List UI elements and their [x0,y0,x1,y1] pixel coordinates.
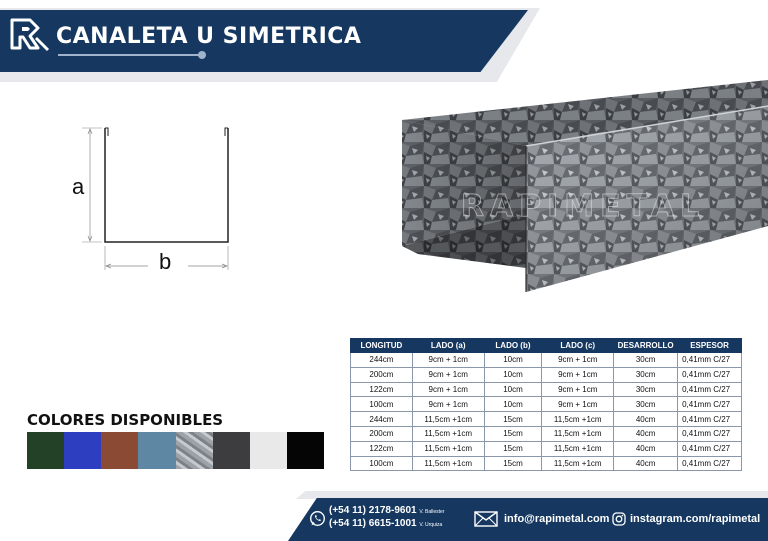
col-header-espesor: ESPESOR [678,339,742,353]
phone-1-number[interactable]: (+54 11) 2178-9601 [329,505,417,516]
table-cell: 0,41mm C/27 [678,426,742,441]
phone-1-note: V. Ballester [419,509,445,515]
col-header-lado-a: LADO (a) [412,339,484,353]
profile-diagram [60,118,250,278]
phone-2-number[interactable]: (+54 11) 6615-1001 [329,518,417,529]
table-cell: 200cm [351,367,413,382]
footer-email-link[interactable]: info@rapimetal.com [504,513,610,525]
page-title: CANALETA U SIMETRICA [56,24,362,49]
table-cell: 200cm [351,426,413,441]
table-row [351,456,742,471]
table-cell: 9cm + 1cm [412,353,484,368]
table-header-row [351,339,742,353]
table-row [351,367,742,382]
spec-table [350,338,742,471]
table-cell: 11,5cm +1cm [542,441,614,456]
table-cell: 30cm [614,367,678,382]
table-cell: 15cm [484,412,542,427]
table-cell: 100cm [351,397,413,412]
table-cell: 40cm [614,412,678,427]
colors-title: COLORES DISPONIBLES [27,411,224,429]
table-cell: 0,41mm C/27 [678,397,742,412]
phone-2-note: V. Urquiza [419,522,443,528]
table-cell: 0,41mm C/27 [678,456,742,471]
color-swatch-brown [101,432,138,469]
col-header-longitud: LONGITUD [351,339,413,353]
table-cell: 122cm [351,441,413,456]
table-row [351,382,742,397]
table-cell: 0,41mm C/27 [678,441,742,456]
whatsapp-icon [309,510,326,527]
table-row [351,397,742,412]
table-cell: 0,41mm C/27 [678,353,742,368]
col-header-lado-c: LADO (c) [542,339,614,353]
col-header-lado-b: LADO (b) [484,339,542,353]
title-underline [58,54,200,56]
table-cell: 10cm [484,382,542,397]
table-cell: 15cm [484,426,542,441]
table-cell: 9cm + 1cm [542,367,614,382]
table-cell: 11,5cm +1cm [412,412,484,427]
table-cell: 15cm [484,456,542,471]
table-cell: 0,41mm C/27 [678,382,742,397]
table-cell: 11,5cm +1cm [412,456,484,471]
mail-icon [474,511,498,527]
table-cell: 10cm [484,367,542,382]
photo-watermark: RAPIMETAL [460,189,706,224]
table-cell: 0,41mm C/27 [678,412,742,427]
color-swatch-black [287,432,324,469]
table-cell: 11,5cm +1cm [412,426,484,441]
table-cell: 40cm [614,426,678,441]
table-cell: 9cm + 1cm [542,397,614,412]
color-swatch-white [250,432,287,469]
table-row [351,353,742,368]
footer-phone-2[interactable] [329,518,442,529]
table-cell: 15cm [484,441,542,456]
table-cell: 9cm + 1cm [412,367,484,382]
dimension-a-label: a [72,174,85,199]
color-swatch-green [27,432,64,469]
product-photo [398,76,768,294]
table-cell: 9cm + 1cm [542,382,614,397]
table-cell: 11,5cm +1cm [542,456,614,471]
table-cell: 244cm [351,353,413,368]
footer-shadow [296,491,768,499]
table-cell: 11,5cm +1cm [542,412,614,427]
table-cell: 9cm + 1cm [542,353,614,368]
table-cell: 11,5cm +1cm [542,426,614,441]
table-cell: 30cm [614,397,678,412]
color-swatch-blue [64,432,101,469]
color-swatch-dark-gray [213,432,250,469]
color-swatch-galvanized [176,432,213,469]
table-cell: 30cm [614,353,678,368]
table-row [351,426,742,441]
table-cell: 40cm [614,441,678,456]
footer-phone-1[interactable] [329,505,444,516]
table-cell: 11,5cm +1cm [412,441,484,456]
table-cell: 30cm [614,382,678,397]
table-row [351,441,742,456]
col-header-desarrollo: DESARROLLO [614,339,678,353]
table-cell: 9cm + 1cm [412,382,484,397]
footer-instagram-link[interactable]: instagram.com/rapimetal [630,513,761,525]
rapimetal-logo-icon [8,14,52,58]
table-cell: 10cm [484,397,542,412]
title-underline-dot [198,51,206,59]
table-cell: 10cm [484,353,542,368]
color-swatches [27,432,324,469]
table-cell: 40cm [614,456,678,471]
table-cell: 9cm + 1cm [412,397,484,412]
color-swatch-light-blue [138,432,175,469]
instagram-icon [612,512,626,526]
table-cell: 0,41mm C/27 [678,367,742,382]
table-cell: 244cm [351,412,413,427]
table-cell: 122cm [351,382,413,397]
dimension-b-label: b [159,249,172,274]
table-row [351,412,742,427]
table-cell: 100cm [351,456,413,471]
